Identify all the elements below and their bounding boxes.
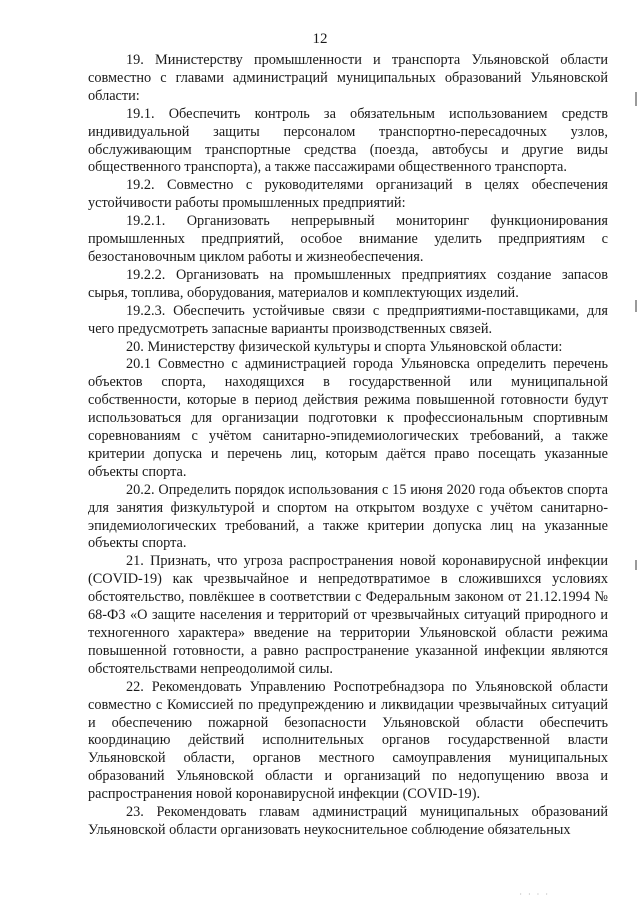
paragraph-19: 19. Министерству промышленности и транспорта Ульяновской области совместно с главами администраций муниципальных образований Ульяновской области: (88, 52, 608, 104)
paragraph-19-2-3: 19.2.3. Обеспечить устойчивые связи с предприятиями-поставщиками, для чего предусмотреть запасные варианты производственных связей. (88, 302, 608, 337)
paragraph-19-2-2: 19.2.2. Организовать на промышленных предприятиях создание запасов сырья, топлива, оборудования, материалов и комплектующих изделий. (88, 266, 608, 301)
scan-edge-mark-bottom (635, 560, 637, 570)
scan-artifact-dots: · · · · (519, 890, 550, 899)
paragraph-20: 20. Министерству физической культуры и спорта Ульяновской области: (126, 338, 563, 355)
scan-edge-mark-middle (635, 300, 637, 312)
paragraph-22: 22. Рекомендовать Управлению Роспотребнадзора по Ульяновской области совместно с Комиссией по предупреждению и ликвидации чрезвычайных ситуаций и обеспечению пожарной безопасности Ульяновской области обеспечить координацию действий исполнительных органов государственной власти Ульяновской области, органов местного самоуправления муниципальных образований Ульяновской области и организаций по недопущению ввоза и распространения новой коронавирусной инфекции (COVID-19). (88, 678, 608, 803)
scan-edge-mark-top (635, 92, 637, 106)
paragraph-23: 23. Рекомендовать главам администраций муниципальных образований Ульяновской области организовать неукоснительное соблюдение обязательных (88, 804, 608, 838)
page-number: 12 (312, 31, 328, 47)
paragraph-20-2: 20.2. Определить порядок использования с 15 июня 2020 года объектов спорта для занятия физкультурой и спортом на открытом воздухе с учётом санитарно-эпидемиологических требований, а также критерии допуска лиц на указанные объекты спорта. (88, 481, 608, 552)
paragraph-20-1: 20.1 Совместно с администрацией города Ульяновска определить перечень объектов спорта, находящихся в государственной или муниципальной собственности, которые в период действия режима повышенной готовности будут использоваться для организации подготовки к профессиональным спортивным соревнованиям с учётом санитарно-эпидемиологических требований, а также критерии допуска и перечень лиц, которым даётся право посещать указанные объекты спорта. (88, 356, 608, 480)
paragraph-19-2-1: 19.2.1. Организовать непрерывный мониторинг функционирования промышленных предприятий, особое внимание уделить предприятиям с безостановочным циклом работы и жизнеобеспечения. (88, 213, 608, 265)
paragraph-19-2: 19.2. Совместно с руководителями организаций в целях обеспечения устойчивости работы промышленных предприятий: (88, 177, 608, 212)
paragraph-19-1: 19.1. Обеспечить контроль за обязательным использованием средств индивидуальной защиты персоналом транспортно-пересадочных узлов, обслуживающим транспортные средства (поезда, автобусы и другие виды общественного транспорта), а также пассажирами общественного транспорта. (88, 105, 608, 176)
paragraph-21: 21. Признать, что угроза распространения новой коронавирусной инфекции (COVID-19) как чрезвычайное и непредотвратимое в сложившихся условиях обстоятельство, повлёкшее в соответствии с Федеральным законом от 21.12.1994 № 68-ФЗ «О защите населения и территорий от чрезвычайных ситуаций природного и техногенного характера» введение на территории Ульяновской области режима повышенной готовности, а равно распространение указанной инфекции являются обстоятельствами непреодолимой силы. (88, 553, 608, 677)
document-body (88, 52, 608, 840)
